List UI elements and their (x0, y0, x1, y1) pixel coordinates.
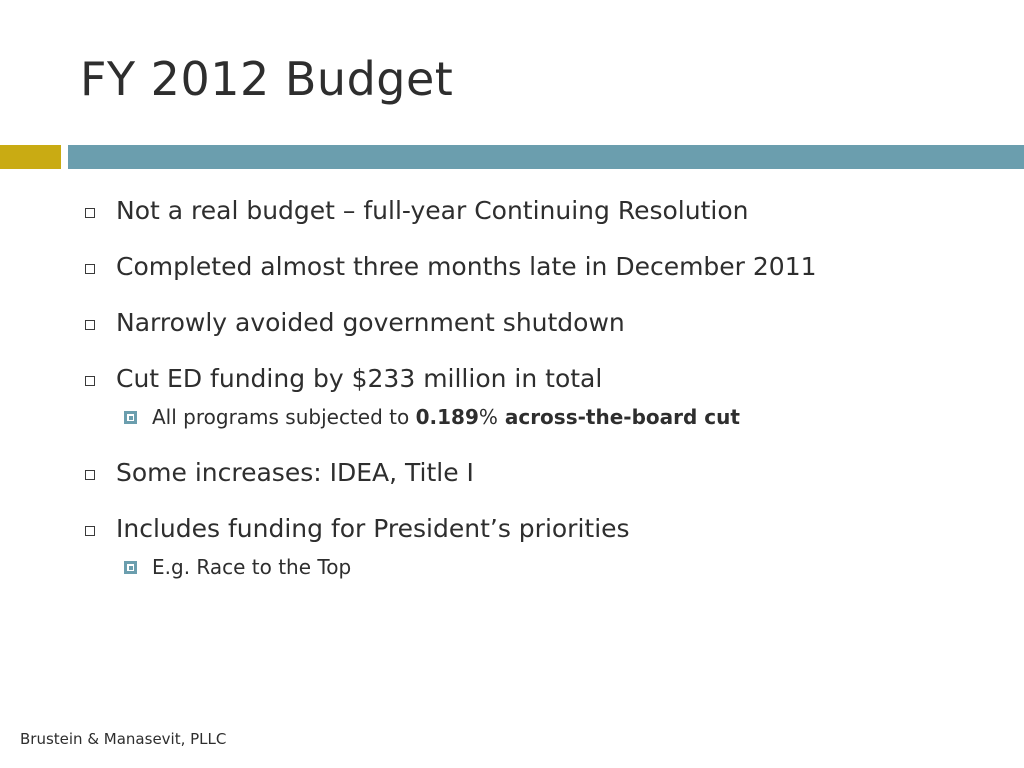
filled-square-bullet-icon (124, 411, 137, 424)
bullet-text: Completed almost three months late in December 2011 (116, 252, 817, 281)
sub-bullet-text: E.g. Race to the Top (152, 555, 352, 579)
bullet-text: Some increases: IDEA, Title I (116, 458, 474, 487)
sub-bullet-prefix: All programs subjected to (152, 405, 416, 429)
hollow-square-bullet-icon (85, 264, 95, 274)
bullet-text: Includes funding for President’s priorities (116, 514, 630, 543)
sub-bullet-suffix: across-the-board cut (497, 405, 740, 429)
hollow-square-bullet-icon (85, 320, 95, 330)
bullet-item (80, 364, 1000, 394)
accent-bar-teal (68, 145, 1024, 169)
cut-percentage-value: 0.189 (415, 405, 479, 429)
bullet-item (80, 308, 1000, 338)
percent-sign: % (478, 405, 498, 429)
sub-bullet-item (80, 554, 1000, 580)
bullet-text: Not a real budget – full-year Continuing Resolution (116, 196, 749, 225)
sub-bullet-item (80, 404, 1000, 430)
hollow-square-bullet-icon (85, 376, 95, 386)
slide-title: FY 2012 Budget (80, 52, 454, 106)
bullet-text: Narrowly avoided government shutdown (116, 308, 625, 337)
bullet-item (80, 252, 1000, 282)
accent-bar-gold (0, 145, 61, 169)
hollow-square-bullet-icon (85, 526, 95, 536)
hollow-square-bullet-icon (85, 208, 95, 218)
bullet-item (80, 514, 1000, 544)
hollow-square-bullet-icon (85, 470, 95, 480)
bullet-item (80, 458, 1000, 488)
filled-square-bullet-icon (124, 561, 137, 574)
bullet-item (80, 196, 1000, 226)
bullet-text: Cut ED funding by $233 million in total (116, 364, 603, 393)
bullet-list (80, 196, 1000, 608)
footer-firm-name: Brustein & Manasevit, PLLC (20, 730, 227, 748)
